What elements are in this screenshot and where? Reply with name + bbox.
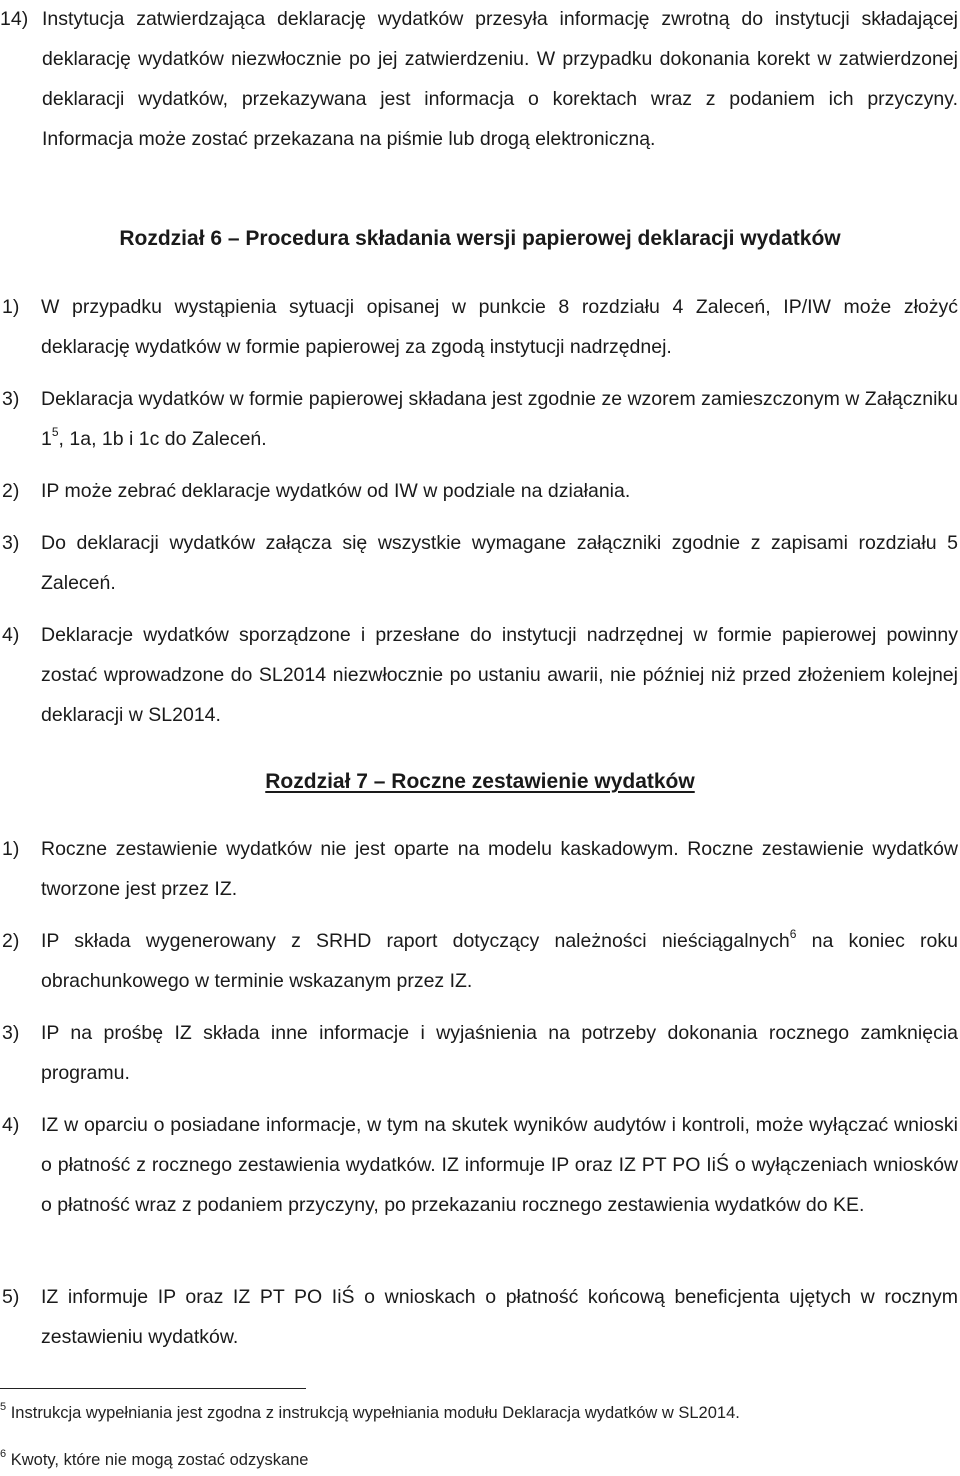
list-item [0,523,958,603]
item-number: 3) [2,1022,20,1044]
item-text-part: IP składa wygenerowany z SRHD raport dotyczący należności nieściągalnych [41,930,790,952]
item-number: 14) [0,8,29,30]
item-text: IP na prośbę IZ składa inne informacje i wyjaśnienia na potrzeby dokonania rocznego zamknięcia programu. [41,1022,958,1084]
item-text: Roczne zestawienie wydatków nie jest oparte na modelu kaskadowym. Roczne zestawienie wydatków tworzone jest przez IZ. [41,838,958,900]
item-number: 1) [2,838,20,860]
list-item [0,379,958,459]
footnote-ref: 5 [51,425,59,439]
item-text: Do deklaracji wydatków załącza się wszystkie wymagane załączniki zgodnie z zapisami rozdziału 5 Zaleceń. [41,532,958,594]
item-text: W przypadku wystąpienia sytuacji opisanej w punkcie 8 rozdziału 4 Zaleceń, IP/IW może złożyć deklarację wydatków w formie papierowej za zgodą instytucji nadrzędnej. [41,296,958,358]
item-text-part: na koniec roku obrachunkowego w terminie wskazanym przez IZ. [41,930,958,992]
item-number: 4) [2,1114,20,1136]
item-text: Instytucja zatwierdzająca deklarację wydatków przesyła informację zwrotną do instytucji składającej deklarację wydatków niezwłocznie po jej zatwierdzeniu. W przypadku dokonania korekt w zatwierdzonej deklaracji wydatków, przekazywana jest informacja o korektach wraz z podaniem ich przyczyny. Informacja może zostać przekazana na piśmie lub drogą elektroniczną. [42,8,958,150]
item-number: 3) [2,388,20,410]
chapter-6-heading: Rozdział 6 – Procedura składania wersji papierowej deklaracji wydatków [119,227,841,250]
footnote [0,1403,740,1423]
item-number: 1) [2,296,20,318]
list-item [0,0,958,159]
footnote-text: Kwoty, które nie mogą zostać odzyskane [10,1451,309,1469]
footnote-text: Instrukcja wypełniania jest zgodna z instrukcją wypełniania modułu Deklaracja wydatków w SL2014. [10,1404,740,1422]
footnote-mark: 5 [0,1401,7,1413]
item-text [41,921,958,1001]
item-number: 2) [2,480,20,502]
item-number: 3) [2,532,20,554]
footnote-ref: 6 [789,927,797,941]
item-text: IZ w oparciu o posiadane informacje, w tym na skutek wyników audytów i kontroli, może wyłączać wnioski o płatność z rocznego zestawienia wydatków. IZ informuje IP oraz IZ PT PO IiŚ o wyłączeniach wniosków o płatność wraz z podaniem przyczyny, po przekazaniu rocznego zestawienia wydatków do KE. [41,1114,958,1216]
list-item [0,921,958,1001]
list-item [0,1013,958,1093]
item-text: Deklaracje wydatków sporządzone i przesłane do instytucji nadrzędnej w formie papierowej powinny zostać wprowadzone do SL2014 niezwłocznie po ustaniu awarii, nie później niż przed złożeniem kolejnej deklaracji w SL2014. [41,624,958,726]
item-number: 4) [2,624,20,646]
item-text: IP może zebrać deklaracje wydatków od IW w podziale na działania. [41,480,631,502]
item-number: 5) [2,1286,20,1308]
footnote [0,1450,308,1470]
footnote-separator [0,1388,306,1389]
chapter-7-heading: Rozdział 7 – Roczne zestawienie wydatków [265,770,695,793]
list-item [0,471,958,511]
item-text: IZ informuje IP oraz IZ PT PO IiŚ o wnioskach o płatność końcową beneficjenta ujętych w rocznym zestawieniu wydatków. [41,1286,958,1348]
list-item [0,1105,958,1225]
list-item [0,1277,958,1357]
footnote-mark: 6 [0,1448,7,1460]
list-item [0,829,958,909]
item-text [41,379,958,459]
list-item [0,615,958,735]
item-number: 2) [2,930,20,952]
item-text-part: , 1a, 1b i 1c do Zaleceń. [58,428,267,450]
list-item [0,287,958,367]
item-text-part: Deklaracja wydatków w formie papierowej składana jest zgodnie ze wzorem zamieszczonym w Załączniku 1 [41,388,958,450]
